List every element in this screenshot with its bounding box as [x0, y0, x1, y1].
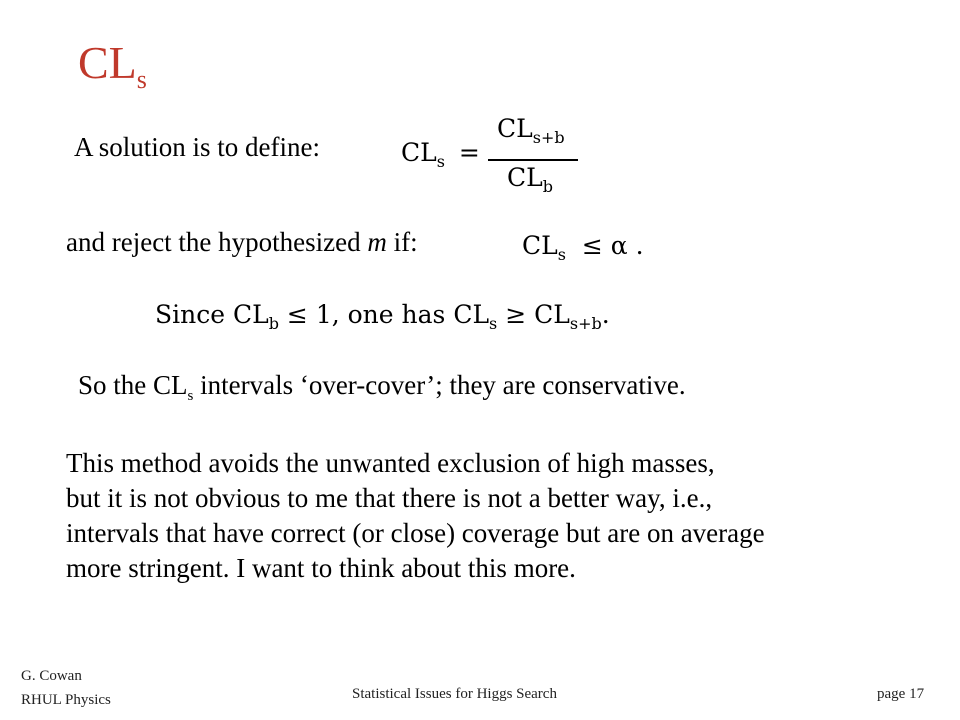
lhs-main: CL: [401, 138, 437, 167]
since-end: .: [601, 300, 610, 329]
cond-sub: s: [557, 245, 566, 264]
formula-numerator: [497, 114, 565, 147]
clsb-main: CL: [534, 300, 570, 329]
intro-text: [74, 132, 320, 163]
title-subscript: s: [136, 65, 147, 94]
body-line: This method avoids the unwanted exclusion of high masses,: [66, 448, 715, 478]
den-sub: b: [542, 177, 553, 196]
body-line: but it is not obvious to me that there is not a better way, i.e.,: [66, 483, 713, 513]
ge-sign: ≥: [505, 300, 527, 329]
reject-condition: [522, 231, 644, 264]
reject-before: and reject the hypothesized: [66, 227, 368, 257]
formula-lhs: [401, 138, 480, 171]
formula-denominator: [507, 163, 553, 196]
lhs-sub: s: [436, 152, 445, 171]
mass-variable: m: [367, 227, 387, 257]
footer-affiliation: RHUL Physics: [21, 692, 111, 708]
num-main: CL: [497, 114, 533, 143]
den-main: CL: [507, 163, 543, 192]
overcover-after: intervals ‘over-cover’; they are conservative.: [193, 370, 686, 400]
overcover-text: [78, 370, 686, 405]
num-sub: s+b: [532, 128, 565, 147]
since-word: Since: [155, 300, 226, 329]
clb-main: CL: [232, 300, 269, 329]
footer-page-number: page 17: [877, 686, 925, 702]
reject-text: [66, 227, 418, 258]
overcover-sub: s: [187, 388, 194, 404]
intro-label: A solution is to define:: [74, 132, 320, 162]
clsb-sub: s+b: [569, 314, 602, 333]
since-statement: [155, 300, 610, 333]
body-line: intervals that have correct (or close) coverage but are on average: [66, 518, 765, 548]
footer-talk-title: Statistical Issues for Higgs Search: [352, 686, 557, 702]
reject-after: if:: [386, 227, 418, 257]
slide-title: [78, 36, 147, 95]
cls-main: CL: [453, 300, 490, 329]
equals-sign: =: [458, 138, 480, 167]
footer-author: G. Cowan: [21, 668, 82, 684]
fraction-bar: [488, 159, 578, 161]
one-has: one has: [347, 300, 446, 329]
clb-relation: ≤ 1,: [286, 300, 340, 329]
cls-sub: s: [489, 314, 498, 333]
body-paragraph: [66, 446, 765, 586]
overcover-before: So the CL: [78, 370, 188, 400]
title-main: CL: [78, 37, 137, 88]
cond-relation: ≤ α .: [581, 231, 644, 260]
clb-sub: b: [268, 314, 279, 333]
cond-main: CL: [522, 231, 558, 260]
body-line: more stringent. I want to think about this more.: [66, 553, 576, 583]
